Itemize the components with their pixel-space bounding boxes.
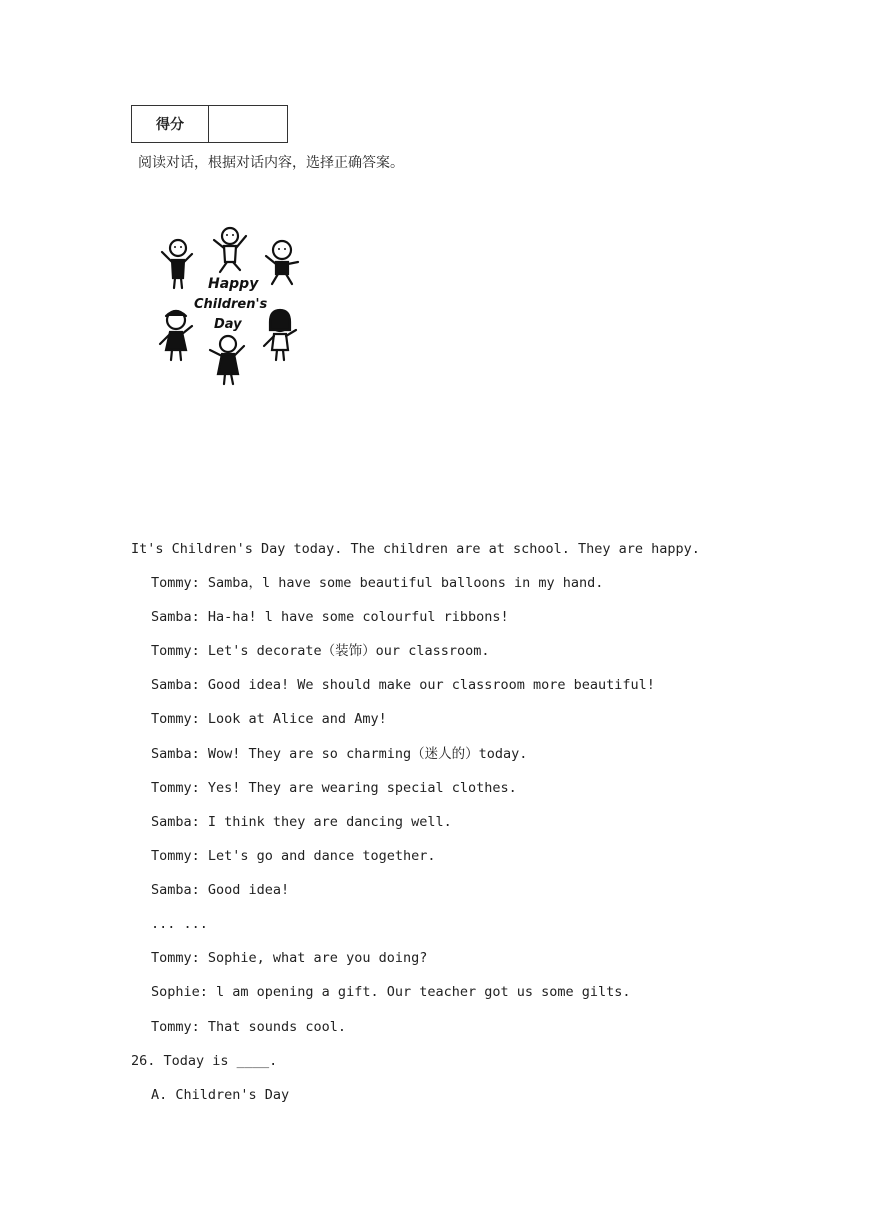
kid-top-middle-icon <box>214 228 246 272</box>
answer-option-a[interactable]: A. Children's Day <box>151 1087 290 1103</box>
kid-bottom-right-icon <box>264 310 296 360</box>
kid-bottom-middle-icon <box>210 336 244 384</box>
dialogue-line: Samba: Ha-ha! l have some colourful ribbons! <box>151 609 509 625</box>
dialogue-line: Tommy: Look at Alice and Amy! <box>151 711 387 727</box>
score-value-cell <box>209 106 287 142</box>
kid-bottom-left-icon <box>160 311 192 360</box>
dialogue-line: Tommy: That sounds cool. <box>151 1019 347 1035</box>
intro-text: It's Children's Day today. The children are at school. They are happy. <box>131 541 700 557</box>
dialogue-line: Tommy: Let's decorate（装饰）our classroom. <box>151 643 490 659</box>
kid-top-right-icon <box>266 241 298 284</box>
kid-top-left-icon <box>162 240 192 288</box>
dialogue-line: Samba: I think they are dancing well. <box>151 814 452 830</box>
dialogue-line: Samba: Good idea! <box>151 882 290 898</box>
dialogue-line: Tommy: Samba，l have some beautiful balloons in my hand. <box>151 575 604 591</box>
dialogue-ellipsis: ... ... <box>151 916 208 932</box>
dialogue-line: Tommy: Sophie, what are you doing? <box>151 950 428 966</box>
score-label: 得分 <box>132 106 209 142</box>
illustration-text-happy: Happy <box>208 276 259 292</box>
dialogue-line: Sophie: l am opening a gift. Our teacher got us some gilts. <box>151 984 631 1000</box>
score-table <box>131 105 288 143</box>
illustration-text-childrens: Children's <box>194 297 268 312</box>
dialogue-line: Samba: Good idea! We should make our classroom more beautiful! <box>151 677 655 693</box>
dialogue-line: Tommy: Let's go and dance together. <box>151 848 436 864</box>
dialogue-line: Samba: Wow! They are so charming（迷人的）today. <box>151 746 528 762</box>
dialogue-line: Tommy: Yes! They are wearing special clothes. <box>151 780 517 796</box>
childrens-day-illustration <box>150 222 310 388</box>
question-text: 26. Today is ____. <box>131 1053 278 1069</box>
illustration-text-day: Day <box>214 317 242 332</box>
instruction-text: 阅读对话，根据对话内容，选择正确答案。 <box>138 155 404 171</box>
